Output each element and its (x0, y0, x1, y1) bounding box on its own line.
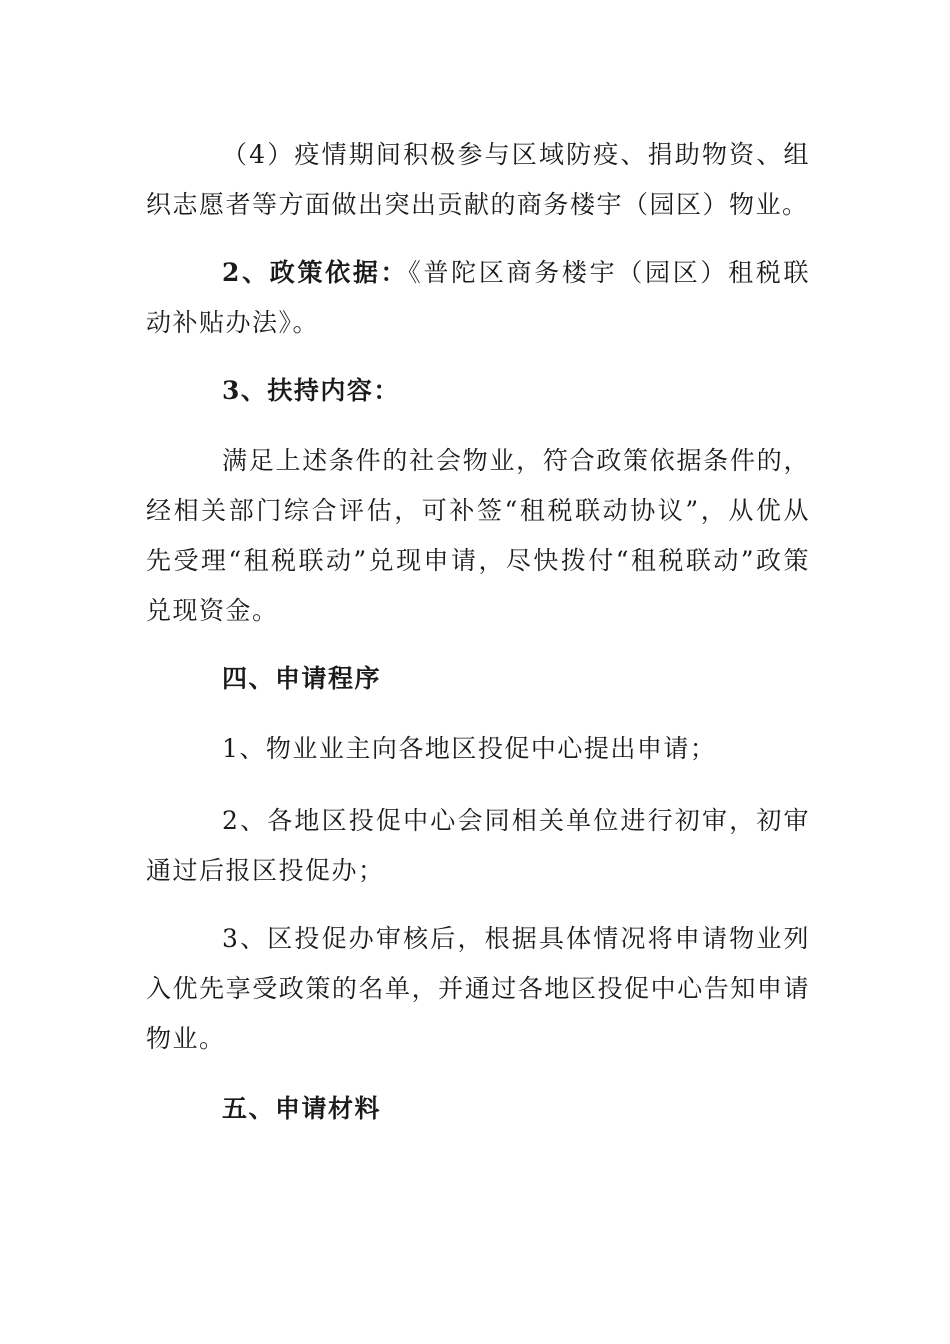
procedure-step-2: 2、各地区投促中心会同相关单位进行初审，初审通过后报区投促办； (146, 806, 810, 885)
paragraph-support-content: 满足上述条件的社会物业，符合政策依据条件的，经相关部门综合评估，可补签“租税联动协议”，从优从先受理“租税联动”兑现申请，尽快拨付“租税联动”政策兑现资金。 (146, 446, 810, 625)
procedure-step-3: 3、区投促办审核后，根据具体情况将申请物业列入优先享受政策的名单，并通过各地区投促中心告知申请物业。 (146, 924, 810, 1053)
heading-application-procedure: 四、申请程序 (222, 664, 382, 693)
policy-basis-text: 《普陀区商务楼宇（园区）租税联动补贴办法》。 (146, 258, 810, 337)
procedure-step-1: 1、物业业主向各地区投促中心提出申请； (222, 734, 717, 763)
policy-basis-heading: 2、政策依据： (222, 258, 409, 287)
paragraph-condition-4: （4）疫情期间积极参与区域防疫、捐助物资、组织志愿者等方面做出突出贡献的商务楼宇（园区）物业。 (146, 140, 810, 219)
heading-support-content: 3、扶持内容： (222, 376, 400, 405)
paragraph-policy-basis (146, 248, 810, 348)
heading-application-materials: 五、申请材料 (222, 1094, 382, 1123)
